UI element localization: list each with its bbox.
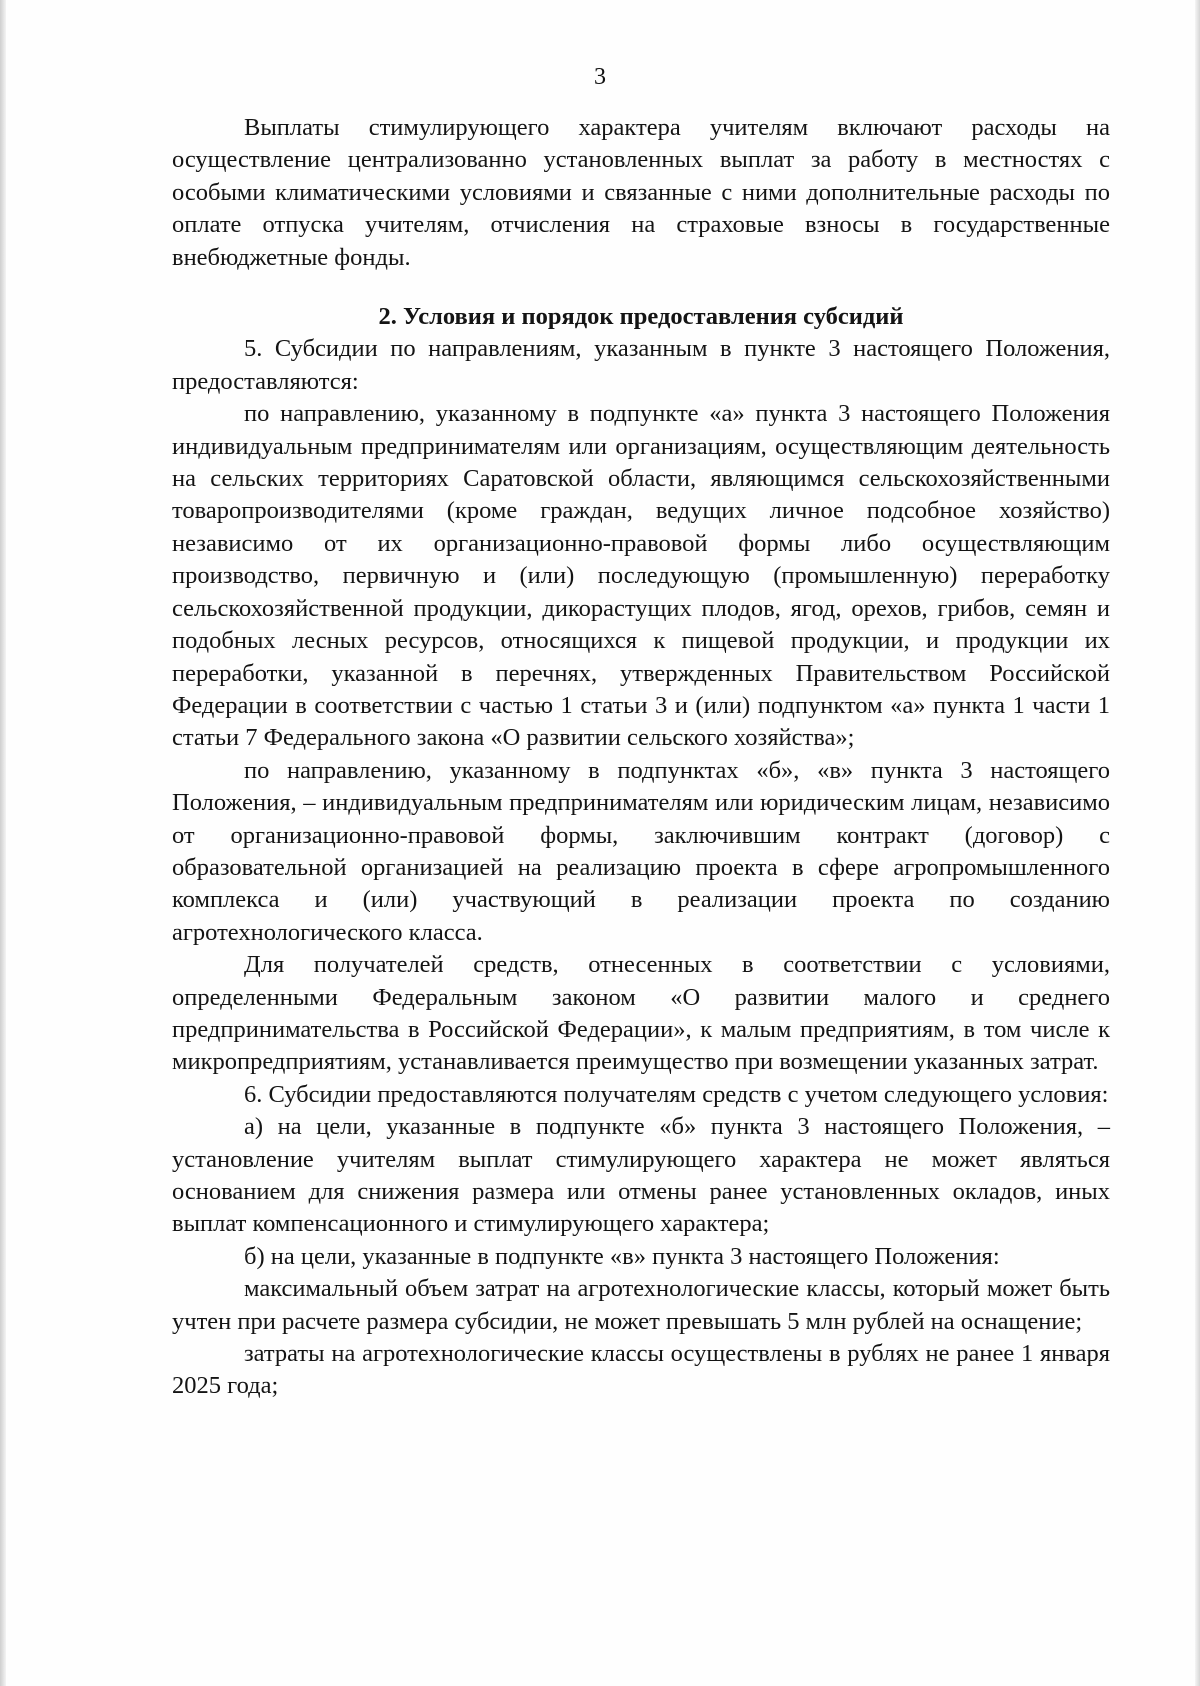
page-number: 3 <box>594 64 606 90</box>
scan-edge-right <box>1195 0 1200 1686</box>
paragraph-6b: б) на цели, указанные в подпункте «в» пункта 3 настоящего Положения: <box>244 1242 1000 1270</box>
intro-paragraph: Выплаты стимулирующего характера учителям включают расходы на осуществление централизованно установленных выплат за работу в местностях с особыми климатическими условиями и связанные с ними дополнительные расходы по оплате отпуска учителям, отчисления на страховые взносы в государственные внебюджетные фонды. <box>172 114 1110 271</box>
paragraph-direction-b-v: по направлению, указанному в подпунктах «б», «в» пункта 3 настоящего Положения, – индивидуальным предпринимателям или юридическим лицам, независимо от организационно-правовой формы, заключившим контракт (договор) с образовательной организацией на реализацию проекта в сфере агропромышленного комплекса и (или) участвующий в реализации проекта по созданию агротехнологического класса. <box>172 756 1110 946</box>
paragraph-direction-a: по направлению, указанному в подпункте «а» пункта 3 настоящего Положения индивидуальным предпринимателям или организациям, осуществляющим деятельность на сельских территориях Саратовской области, являющимся сельскохозяйственными товаропроизводителями (кроме граждан, ведущих личное подсобное хозяйство) независимо от их организационно-правовой формы либо осуществляющим производство, первичную и (или) последующую (промышленную) переработку сельскохозяйственной продукции, дикорастущих плодов, ягод, орехов, грибов, семян и подобных лесных ресурсов, относящихся к пищевой продукции, и продукции их переработки, указанной в перечнях, утвержденных Правительством Российской Федерации в соответствии с частью 1 статьи 3 и (или) подпунктом «а» пункта 1 части 1 статьи 7 Федерального закона «О развитии сельского хозяйства»; <box>172 400 1110 752</box>
section-heading: 2. Условия и порядок предоставления субсидий <box>378 303 904 331</box>
paragraph-max-costs: максимальный объем затрат на агротехнологические классы, который может быть учтен при расчете размера субсидии, не может превышать 5 млн рублей на оснащение; <box>172 1275 1110 1335</box>
paragraph-5: 5. Субсидии по направлениям, указанным в пункте 3 настоящего Положения, предоставляются: <box>172 335 1110 395</box>
section-gap <box>172 274 1110 301</box>
paragraph-small-business: Для получателей средств, отнесенных в соответствии с условиями, определенными Федеральным законом «О развитии малого и среднего предпринимательства в Российской Федерации», к малым предприятиям, в том числе к микропредприятиям, устанавливается преимущество при возмещении указанных затрат. <box>172 951 1110 1076</box>
paragraph-6: 6. Субсидии предоставляются получателям средств с учетом следующего условия: <box>244 1080 1109 1108</box>
document-body <box>172 112 1110 1403</box>
paragraph-costs-date: затраты на агротехнологические классы осуществлены в рублях не ранее 1 января 2025 года; <box>172 1340 1110 1400</box>
scan-edge-left <box>0 0 6 1686</box>
paragraph-6a: а) на цели, указанные в подпункте «б» пункта 3 настоящего Положения, – установление учителям выплат стимулирующего характера не может являться основанием для снижения размера или отмены ранее установленных окладов, иных выплат компенсационного и стимулирующего характера; <box>172 1113 1110 1238</box>
